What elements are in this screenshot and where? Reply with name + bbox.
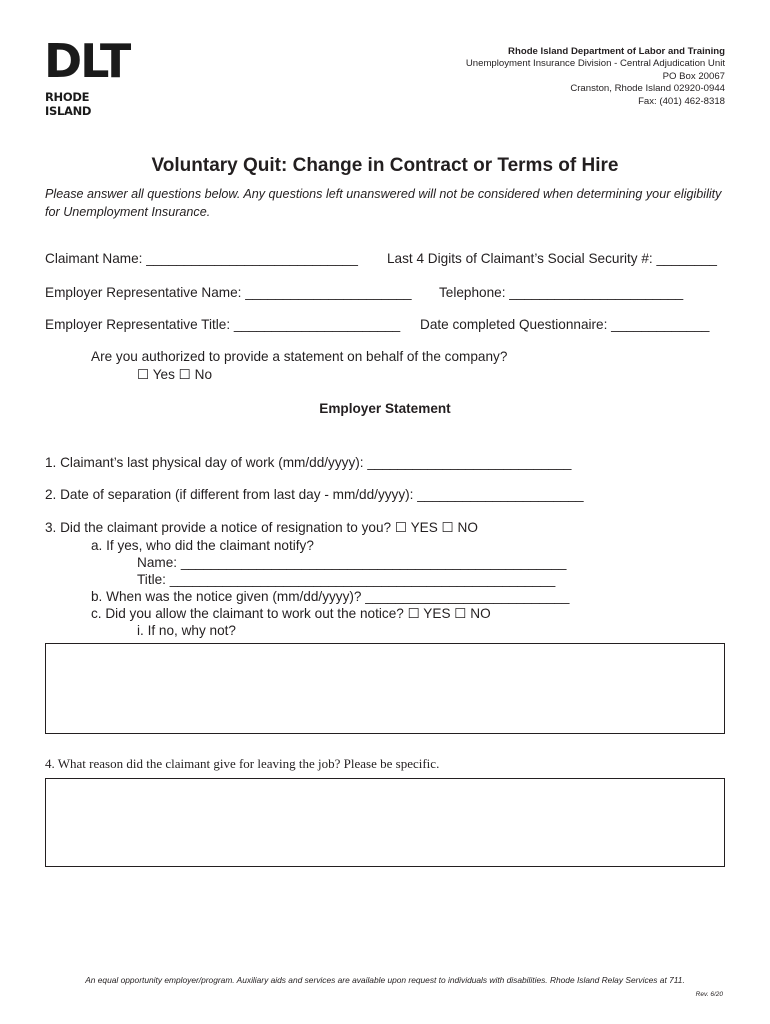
instructions: Please answer all questions below. Any questions left unanswered will not be considered when determining your eligibility for Unemployment Insurance. [45, 187, 722, 219]
header-org: Rhode Island Department of Labor and Training [508, 46, 725, 57]
logo-text: DLT [44, 34, 130, 88]
header-division: Unemployment Insurance Division - Central Adjudication Unit [465, 58, 725, 70]
page-title: Voluntary Quit: Change in Contract or Terms of Hire [151, 155, 619, 176]
rep-title-field[interactable]: Employer Representative Title: ______________________ [45, 317, 401, 332]
footer-note: An equal opportunity employer/program. Auxiliary aids and services are available upon request to individuals with disabilities. Rhode Island Relay Services at 711. [85, 975, 685, 985]
question-3ci: i. If no, why not? [137, 623, 236, 638]
question-3b[interactable]: b. When was the notice given (mm/dd/yyyy)? ___________________________ [91, 589, 570, 604]
question-3[interactable]: 3. Did the claimant provide a notice of resignation to you? ☐ YES ☐ NO [45, 520, 478, 535]
question-3a: a. If yes, who did the claimant notify? [91, 538, 314, 553]
header-city: Cranston, Rhode Island 02920-0944 [570, 83, 725, 95]
header-fax: Fax: (401) 462-8318 [638, 95, 725, 107]
question-3a-title[interactable]: Title: ___________________________________________________ [137, 572, 556, 587]
dlt-logo [44, 34, 134, 118]
date-completed-field[interactable]: Date completed Questionnaire: _____________ [420, 317, 710, 332]
question-2[interactable]: 2. Date of separation (if different from last day - mm/dd/yyyy): ______________________ [45, 487, 584, 502]
authorized-options[interactable]: ☐ Yes ☐ No [137, 367, 213, 382]
claimant-name-field[interactable]: Claimant Name: ____________________________ [45, 251, 358, 266]
question-1[interactable]: 1. Claimant’s last physical day of work (mm/dd/yyyy): ___________________________ [45, 455, 572, 470]
header-po-box: PO Box 20067 [662, 70, 725, 82]
why-not-answer-box[interactable] [45, 643, 725, 734]
section-title: Employer Statement [319, 401, 451, 416]
header-address [466, 46, 725, 108]
ssn-field[interactable]: Last 4 Digits of Claimant’s Social Security #: ________ [387, 251, 717, 266]
logo-state: RHODE ISLAND [45, 90, 92, 118]
rep-name-field[interactable]: Employer Representative Name: ______________________ [45, 285, 412, 300]
reason-answer-box[interactable] [45, 778, 725, 867]
question-4: 4. What reason did the claimant give for leaving the job? Please be specific. [45, 756, 440, 771]
authorized-question: Are you authorized to provide a statement on behalf of the company? [91, 349, 508, 364]
revision-label: Rev. 6/20 [695, 991, 723, 998]
question-3a-name[interactable]: Name: ___________________________________________________ [137, 555, 567, 570]
question-3c[interactable]: c. Did you allow the claimant to work out the notice? ☐ YES ☐ NO [91, 606, 491, 621]
telephone-field[interactable]: Telephone: _______________________ [439, 285, 684, 300]
